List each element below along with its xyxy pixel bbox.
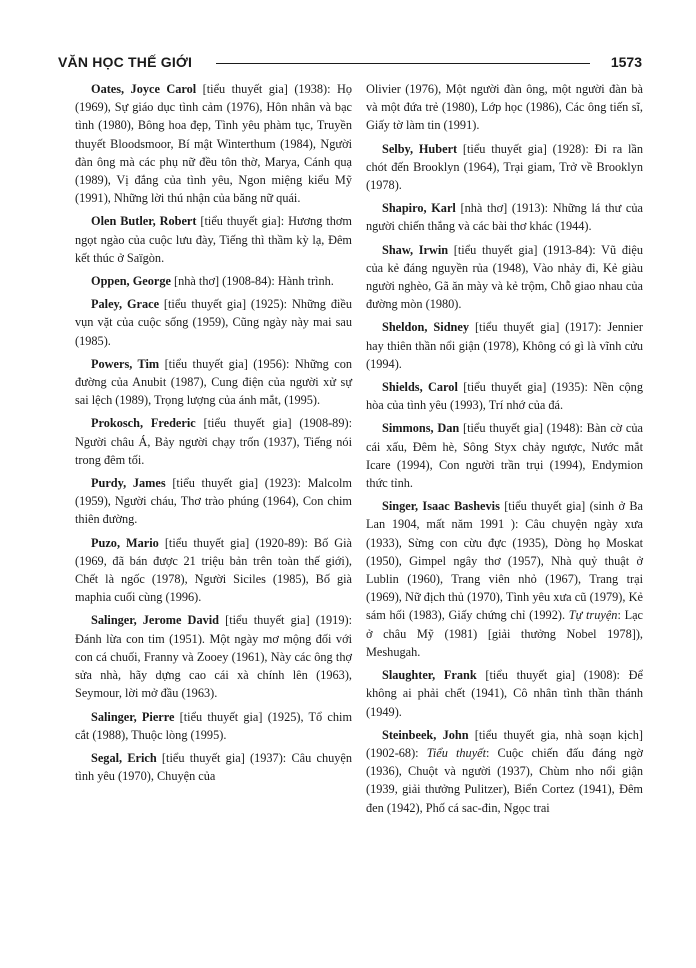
- entry-text: : Lạc ở châu Mỹ (1981) [giải thưởng Nobel 1978]), Meshugah.: [366, 608, 643, 659]
- entry-name: Purdy, James: [91, 476, 166, 491]
- entry-salinger-pierre: [75, 708, 352, 744]
- entry-text: [tiểu thuyết gia] (1956): Những con đường của Anubit (1987), Cung điện của người xử sự sai lệch (1989), Trọng lượng của ánh mắt, (1995).: [75, 356, 352, 408]
- entry-text: [tiểu thuyết gia] (1948): Bàn cờ của cái xấu, Đêm hè, Sông Styx chảy ngược, Nước mắt Icare (1994), Con người trần trụi (1994), Endymion thức tỉnh.: [366, 421, 643, 491]
- entry-powers: [75, 355, 352, 410]
- entry-name: Segal, Erich: [91, 750, 157, 765]
- entry-puzo: [75, 534, 352, 607]
- entry-text: [tiểu thuyết gia] (sinh ở Ba Lan 1904, mất năm 1991 ): Câu chuyện ngày xưa (1933), Sừng con cừu đực (1935), Dòng họ Moskat (1950), Gimpel ngây thơ (1957), Nhà quỷ thuật ở Lublin (1960), Trang viên nhỏ (1967), Trang trại (1969), Nữ địch thủ (1970), Tình yêu xưa cũ (1979), Kẻ sám hối (1983), Giấy chứng chỉ (1992).: [366, 499, 643, 623]
- entry-text: [tiểu thuyết gia] (1913-84): Vũ điệu của kẻ đáng nguyền rủa (1948), Vào nhảy đi, Kẻ giàu người nghèo, Gã ăn mày và kẻ trộm, Chỗ giao nhau của đường mòn (1980).: [366, 242, 643, 312]
- entry-steinbeek: [366, 726, 643, 817]
- entry-name: Prokosch, Frederic: [91, 416, 196, 431]
- entry-name: Powers, Tim: [91, 356, 160, 371]
- header-title: VĂN HỌC THẾ GIỚI: [58, 54, 193, 70]
- entry-name: Shapiro, Karl: [382, 201, 456, 216]
- entry-singer: [366, 497, 643, 661]
- entry-name: Olen Butler, Robert: [91, 214, 197, 229]
- entry-text: [tiểu thuyết gia] (1919): Đánh lừa con tim (1951). Một ngày mơ mộng đối với con cá chuối, Franny và Zooey (1961), Này các ông thợ sửa nhà, hãy dựng cao cái xà chính lên (1963), Seymour, lời mở đầu (1963).: [75, 613, 352, 701]
- entry-salinger-jerome: [75, 611, 352, 702]
- entry-text: [tiểu thuyết gia] (1937): Câu chuyện tình yêu (1970), Chuyện của: [75, 750, 352, 784]
- entry-name: Sheldon, Sidney: [382, 320, 469, 335]
- entry-text: [tiểu thuyết gia] (1925), Tổ chim cắt (1988), Thuộc lòng (1995).: [75, 709, 353, 742]
- entry-text: [tiểu thuyết gia] (1928): Đi ra lần chót đến Brooklyn (1964), Trại giam, Trở về Brooklyn (1978).: [366, 141, 643, 193]
- entry-sheldon: [366, 318, 643, 373]
- entry-text: [tiểu thuyết gia] (1908): Để không ai phải chết (1941), Cô nhân tình thần thánh (1949).: [366, 668, 643, 719]
- entry-name: Singer, Isaac Bashevis: [382, 499, 500, 514]
- entry-name: Shields, Carol: [382, 380, 458, 395]
- left-column: [75, 80, 352, 790]
- entry-selby: [366, 140, 643, 195]
- entry-segal-continuation: Olivier (1976), Một người đàn ông, một người đàn bà và một đứa trẻ (1980), Lớp học (1986), Các ông tiến sĩ, Giấy tờ làm tin (1991).: [366, 82, 643, 133]
- entry-name: Salinger, Jerome David: [91, 613, 219, 628]
- entry-text: [tiểu thuyết gia] (1938): Họ (1969), Sự giáo dục tình cảm (1976), Hôn nhân và bạc tình (1980), Bông hoa đẹp, Tình yêu phàm tục, Truyền thuyết Bloodsmoor, Bí mật Winterthum (1984), Người đàn ông mà các phụ nữ đều tôn thờ, Marya, Cánh quạ (1989), Vị đắng của tình yêu, Ngon miệng kiểu Mỹ (1991), Những lời thú nhận của băng nữ quái.: [75, 82, 352, 206]
- entry-text: [nhà thơ] (1908-84): Hành trình.: [170, 274, 334, 289]
- entry-text: [tiểu thuyết gia] (1908-89): Người châu Á, Bảy người chạy trốn (1937), Tiếng nói trong đêm tối.: [75, 416, 352, 467]
- entry-name: Slaughter, Frank: [382, 668, 477, 683]
- entry-name: Paley, Grace: [91, 297, 160, 312]
- right-column: [366, 80, 643, 822]
- running-header: [58, 52, 642, 74]
- entry-text: [tiểu thuyết gia] (1935): Nền cộng hòa của tình yêu (1993), Trí nhớ của đá.: [366, 380, 643, 413]
- entry-prokosch: [75, 414, 352, 469]
- entry-oppen: [75, 272, 352, 290]
- entry-slaughter: [366, 666, 643, 721]
- entry-italic-label: Tiểu thuyết: [426, 745, 487, 760]
- entry-name: Simmons, Dan: [382, 421, 460, 436]
- entry-italic-label: Tự truyện: [568, 608, 618, 623]
- entry-name: Steinbeek, John: [382, 727, 469, 742]
- entry-shields: [366, 378, 643, 414]
- entry-olen-butler: [75, 212, 352, 267]
- entry-paley: [75, 295, 352, 350]
- entry-simmons: [366, 419, 643, 492]
- entry-oates: [75, 80, 352, 207]
- entry-name: Salinger, Pierre: [91, 709, 175, 724]
- entry-text: [tiểu thuyết gia] (1923): Malcolm (1959), Người cháu, Thơ trào phúng (1964), Con chim thiên đường.: [75, 476, 352, 527]
- entry-text: [tiểu thuyết gia] (1920-89): Bố Già (1969, đã bán được 21 triệu bản trên toàn thế giới), Chết là ngốc (1978), Người Siciles (1985), Bố già maphia cuối cùng (1996).: [75, 535, 352, 605]
- entry-text: [tiểu thuyết gia, nhà soạn kịch] (1902-68):: [366, 727, 643, 760]
- entry-name: Oppen, George: [91, 274, 171, 289]
- header-rule: [216, 63, 590, 64]
- entry-purdy: [75, 474, 352, 529]
- entry-name: Selby, Hubert: [382, 141, 458, 156]
- entry-name: Puzo, Mario: [91, 535, 159, 550]
- entry-text: [tiểu thuyết gia] (1925): Những điều vụn vặt của cuộc sống (1959), Cũng ngày này mai sau (1985).: [75, 297, 352, 348]
- entry-name: Shaw, Irwin: [382, 242, 449, 257]
- entry-text: : Cuộc chiến đấu đáng ngờ (1936), Chuột và người (1937), Chùm nho nổi giận (1939, giải thưởng Pulitzer), Biển Cortez (1941), Đêm đen (1942), Phố cá sac-đin, Ngọc trai: [366, 745, 643, 815]
- entry-text: [tiểu thuyết gia]: Hương thơm ngọt ngào của cuộc lưu đày, Tiếng thì thầm kỳ lạ, Đêm kết thúc ở Saïgòn.: [75, 214, 352, 265]
- entry-text: [nhà thơ] (1913): Những lá thư của người chiến thắng và các bài thơ khác (1944).: [366, 201, 643, 234]
- entry-segal: [75, 749, 352, 785]
- entry-shaw: [366, 241, 643, 314]
- page-number: 1573: [610, 54, 642, 70]
- entry-name: Oates, Joyce Carol: [91, 82, 197, 96]
- entry-shapiro: [366, 199, 643, 235]
- entry-text: [tiểu thuyết gia] (1917): Jennier hay thiên thần nổi giận (1978), Không có gì là vĩnh cửu (1994).: [366, 320, 643, 371]
